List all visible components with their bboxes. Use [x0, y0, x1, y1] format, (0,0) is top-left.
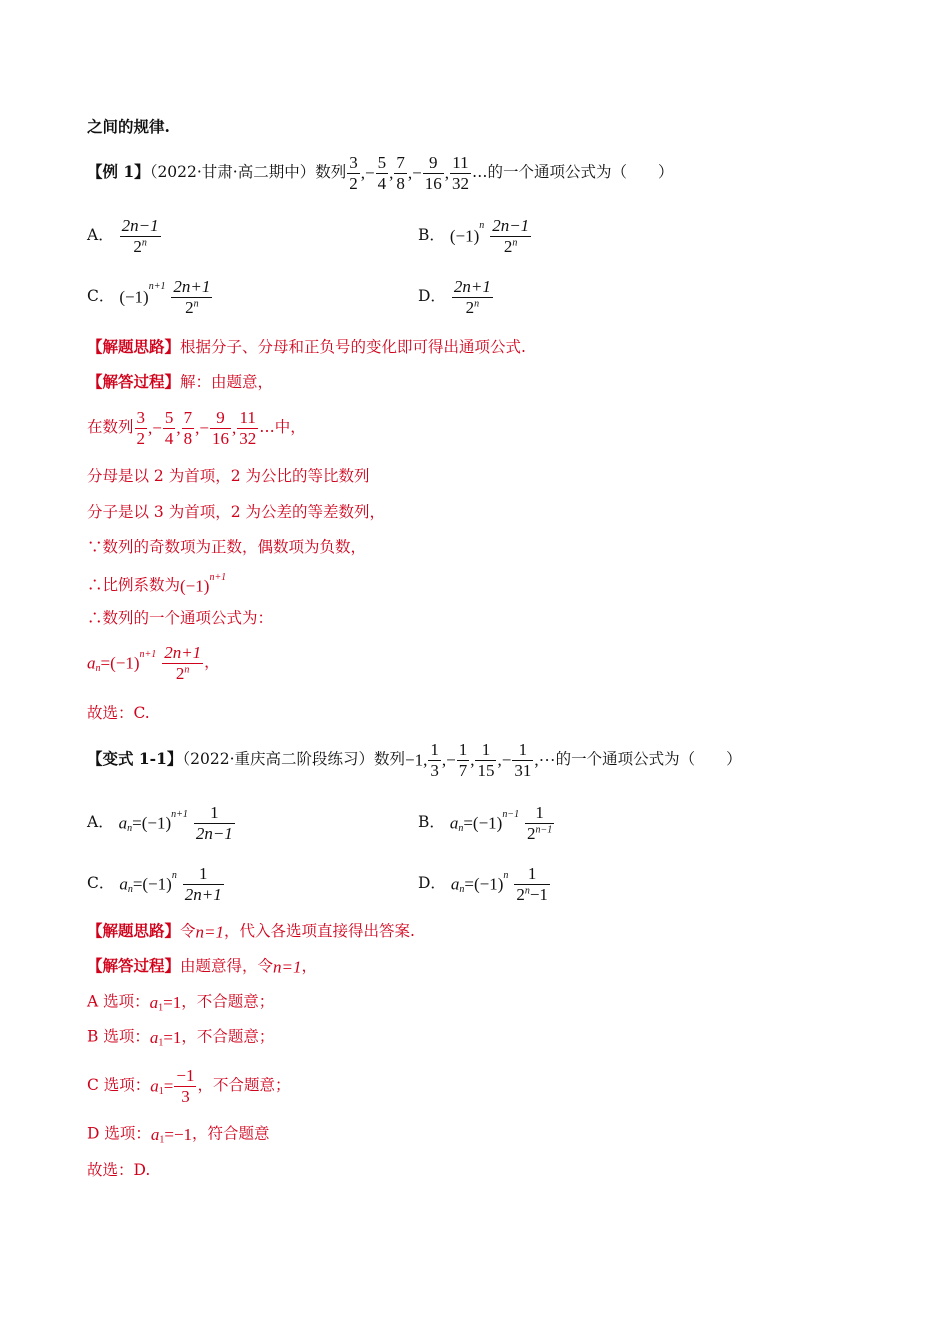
sequence-sign: −	[501, 750, 512, 770]
sequence-term	[428, 740, 441, 780]
term-numerator: 1	[512, 740, 533, 761]
sequence-comma: ,	[360, 163, 366, 183]
check-option-c: C 选项：$a_1=$ $\frac{-1}{3}$ ，不合题意；	[87, 1066, 291, 1106]
term-numerator: 5	[164, 408, 174, 427]
term-numerator: 1	[430, 740, 439, 759]
sequence-sign: −	[199, 418, 209, 438]
stem-suffix: …的一个通项公式为（ ）	[471, 163, 674, 182]
fraction: $\frac{-1}{3}$	[176, 1066, 195, 1106]
term-denominator: 7	[458, 760, 468, 780]
solution-formula-line: ∴数列的一个通项公式为：	[87, 609, 274, 627]
variant-option-d: D． $a_n=(-1)^n$ $\frac{1}{2^n-1}$	[418, 864, 548, 904]
sequence-term	[394, 153, 407, 193]
term-denominator: 16	[211, 428, 229, 448]
example1-stem	[87, 153, 673, 193]
sequence-term	[182, 408, 195, 448]
term-numerator: 1	[475, 740, 496, 761]
variant-solution-process: 【解答过程】由题意得，令n=1，	[87, 956, 318, 977]
fraction: $\frac{2n-1}{2^n}$	[121, 216, 159, 256]
solution-final-formula: $a_n=(-1)^{n+1}$ $\frac{2n+1}{2^n}$ ，	[87, 643, 220, 683]
term-denominator: 3	[430, 760, 439, 780]
term-numerator: 1	[458, 740, 468, 759]
sequence-comma: ,	[497, 750, 502, 770]
fraction: $\frac{2n-1}{2^n}$	[492, 216, 530, 256]
sequence-comma: ,	[389, 163, 394, 183]
solution-sign-line: ∵数列的奇数项为正数，偶数项为负数，	[87, 538, 367, 556]
option-d	[418, 277, 494, 317]
option-c: C． $(-1)^{n+1}$ $\frac{2n+1}{2^n}$	[87, 277, 211, 317]
term-numerator: 7	[396, 153, 405, 172]
sequence-fractions	[423, 740, 534, 780]
term-numerator: 3	[349, 153, 358, 172]
sequence-comma: ,	[407, 163, 413, 183]
sequence-comma: ,	[423, 750, 428, 770]
term-numerator: 11	[450, 153, 471, 174]
term-numerator: 3	[136, 408, 146, 427]
term-denominator: 8	[183, 428, 193, 448]
variant-solution-idea: 【解题思路】令n=1，代入各选项直接得出答案.	[87, 921, 415, 942]
variant-option-b: B． $a_n=(-1)^{n-1}$ $\frac{1}{2^{n-1}}$	[418, 803, 553, 843]
option-label: A．	[87, 226, 114, 245]
sequence-term	[475, 740, 496, 780]
check-option-d: D 选项：$a_1=-1$，符合题意	[87, 1124, 270, 1146]
term-denominator: 32	[239, 428, 257, 448]
intro-heading: 之间的规律.	[87, 117, 170, 136]
term-denominator: 8	[396, 173, 405, 193]
term-denominator: 16	[424, 173, 442, 193]
solution-idea: 【解题思路】根据分子、分母和正负号的变化即可得出通项公式.	[87, 337, 526, 356]
option-label: D．	[418, 287, 446, 306]
sequence-comma: ,	[231, 418, 237, 438]
term-numerator: 9	[423, 153, 444, 174]
option-label: B．	[418, 226, 445, 245]
sequence-sign: −	[412, 163, 422, 183]
option-a	[87, 216, 162, 256]
term-numerator: 5	[377, 153, 387, 172]
sequence-sign: −	[152, 418, 162, 438]
check-option-b: B 选项：$a_1=1$，不合题意；	[87, 1027, 275, 1049]
sequence-comma: ,	[470, 750, 475, 770]
solution-process: 【解答过程】解：由题意，	[87, 372, 274, 391]
term-denominator: 4	[377, 173, 387, 193]
fraction: $\frac{2n+1}{2^n}$	[164, 643, 202, 683]
sequence-term	[450, 153, 471, 193]
sequence-comma: ,	[148, 418, 153, 438]
variant-option-c: C． $a_n=(-1)^n$ $\frac{1}{2n+1}$	[87, 864, 222, 904]
answer-line: 故选：C.	[87, 704, 150, 722]
question-source: （2022·甘肃·高二期中）	[149, 163, 316, 182]
variant-option-a: A． $a_n=(-1)^{n+1}$ $\frac{1}{2n-1}$	[87, 803, 233, 843]
term-denominator: 4	[164, 428, 174, 448]
sequence-comma: ,	[195, 418, 200, 438]
term-denominator: 2	[136, 428, 146, 448]
solution-numerator-line: 分子是以 3 为首项，2 为公差的等差数列，	[87, 503, 386, 521]
fraction: $\frac{2n+1}{2^n}$	[173, 277, 211, 317]
fraction: $\frac{1}{2^n-1}$	[516, 864, 548, 904]
term-denominator: 31	[514, 760, 532, 780]
sequence-term	[423, 153, 444, 193]
sequence-sign: −	[446, 750, 456, 770]
term-denominator: 2	[349, 173, 358, 193]
sequence-term	[237, 408, 258, 448]
example-label: 【例 1】	[87, 162, 150, 182]
term-denominator: 15	[477, 760, 495, 780]
option-b: B． $(-1)^n$ $\frac{2n-1}{2^n}$	[418, 216, 530, 256]
sequence-term	[376, 153, 389, 193]
option-label: C．	[87, 287, 115, 306]
solution-denominator-line: 分母是以 2 为首项，2 为公比的等比数列	[87, 467, 370, 485]
sequence-comma: ,	[441, 750, 447, 770]
fraction: $\frac{1}{2n-1}$	[195, 803, 233, 843]
sequence-term	[512, 740, 533, 780]
solution-sequence-line: 在数列 $\frac{3}{2}$ ,− $\frac{5}{4}$ , $\frac{7}{8}$ ,− $\frac{9}{16}$ , $\frac{11}{32}$ …中，	[87, 408, 306, 448]
fraction: $\frac{1}{2n+1}$	[184, 864, 222, 904]
sequence-term	[457, 740, 470, 780]
question-source: （2022·重庆高二阶段练习）	[182, 750, 375, 769]
sequence-fractions	[346, 153, 472, 193]
check-option-a: A 选项：$a_1=1$，不合题意；	[87, 992, 275, 1014]
term-numerator: 11	[237, 408, 258, 429]
sequence-term	[135, 408, 148, 448]
sequence-sign: −	[365, 163, 375, 183]
term-numerator: 7	[183, 408, 193, 427]
term-numerator: 9	[210, 408, 231, 429]
sequence-comma: ,	[444, 163, 449, 183]
variant11-stem: 【变式 1-1】（2022·重庆高二阶段练习）数列−1, $\frac{1}{3}$ ,− $\frac{1}{7}$ , $\frac{1}{15}$ ,− $\frac{1}{31}$ ,···的一个通项公式为（ ）	[87, 740, 742, 780]
fraction: $\frac{1}{2^{n-1}}$	[527, 803, 553, 843]
sequence-term	[210, 408, 231, 448]
stem-prefix: 数列	[315, 163, 347, 182]
variant-answer-line: 故选：D.	[87, 1161, 151, 1179]
term-denominator: 32	[451, 173, 469, 193]
sequence-comma: ,	[176, 418, 181, 438]
fraction: $\frac{2n+1}{2^n}$	[453, 277, 491, 317]
sequence-term	[347, 153, 360, 193]
solution-coefficient-line: ∴比例系数为$(-1)^{n+1}$	[87, 572, 227, 596]
sequence-term	[163, 408, 176, 448]
variant-label: 【变式 1-1】	[87, 749, 183, 769]
